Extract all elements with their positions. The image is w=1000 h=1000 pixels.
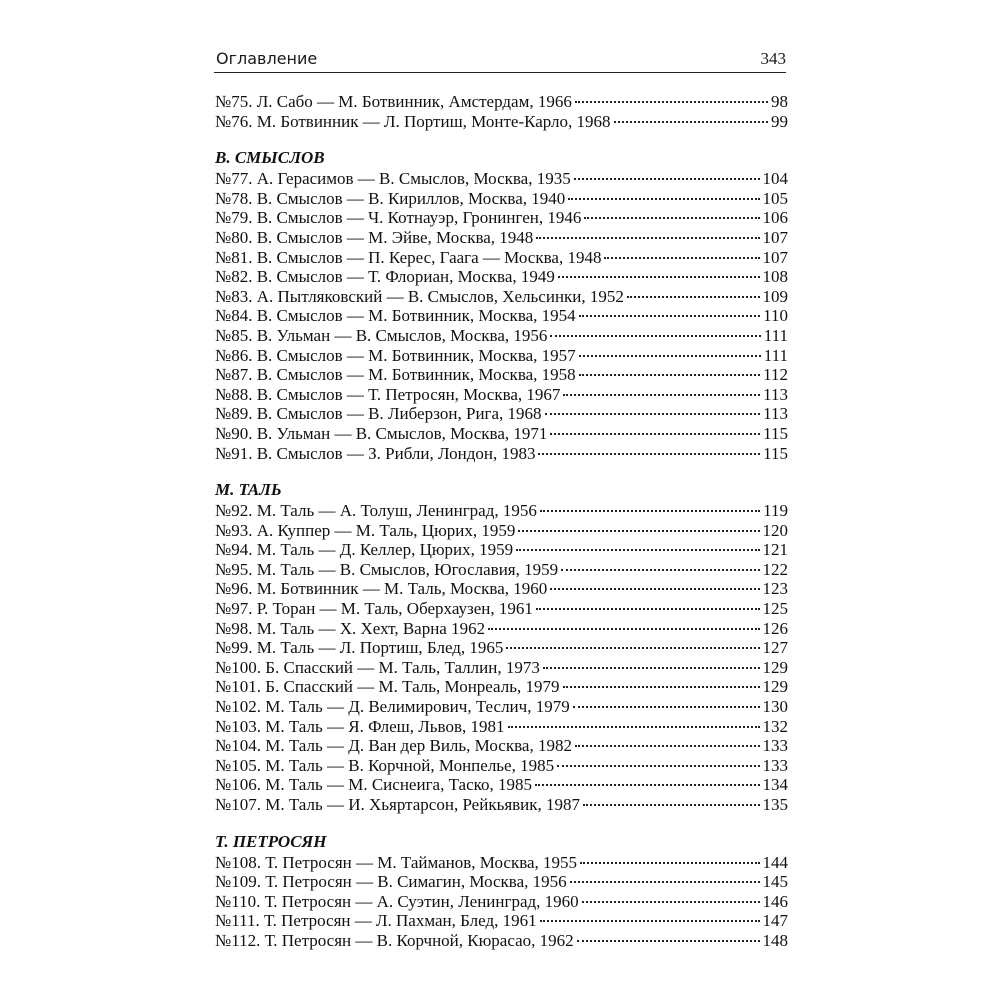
toc-entry <box>215 853 788 873</box>
entry-page-number: 122 <box>762 559 788 579</box>
entry-title: №110. Т. Петросян — А. Суэтин, Ленинград, 1960 <box>215 891 579 911</box>
entry-title: №80. В. Смыслов — М. Эйве, Москва, 1948 <box>215 227 534 247</box>
entry-title: №105. М. Таль — В. Корчной, Монпелье, 1985 <box>215 755 555 775</box>
toc-entry <box>215 169 788 189</box>
toc-entry <box>215 638 788 658</box>
dot-leader <box>536 607 760 610</box>
toc-entry <box>215 404 788 424</box>
dot-leader <box>550 587 759 590</box>
entry-page-number: 132 <box>762 716 788 736</box>
entry-page-number: 127 <box>762 638 788 658</box>
toc-entry <box>215 579 788 599</box>
entry-title: №82. В. Смыслов — Т. Флориан, Москва, 1949 <box>215 267 555 287</box>
dot-leader <box>575 744 760 747</box>
entry-page-number: 115 <box>763 443 788 463</box>
entry-title: №109. Т. Петросян — В. Симагин, Москва, 1956 <box>215 872 567 892</box>
toc-entry <box>215 599 788 619</box>
entry-title: №95. М. Таль — В. Смыслов, Югославия, 1959 <box>215 559 559 579</box>
toc-entry <box>215 521 788 541</box>
dot-leader <box>550 432 760 435</box>
dot-leader <box>583 803 759 806</box>
entry-title: №108. Т. Петросян — М. Тайманов, Москва, 1955 <box>215 852 578 872</box>
toc-entry <box>215 208 788 228</box>
entry-page-number: 111 <box>763 345 788 365</box>
entry-title: №107. М. Таль — И. Хьяртарсон, Рейкьявик, 1987 <box>215 795 581 814</box>
entry-page-number: 115 <box>763 423 788 443</box>
entry-page-number: 121 <box>762 540 788 560</box>
entry-title: №75. Л. Сабо — М. Ботвинник, Амстердам, 1966 <box>215 92 572 111</box>
entry-page-number: 146 <box>762 891 788 911</box>
entry-title: №111. Т. Петросян — Л. Пахман, Блед, 1961 <box>215 911 537 931</box>
dot-leader <box>573 705 760 708</box>
entry-title: №87. В. Смыслов — М. Ботвинник, Москва, 1958 <box>215 365 576 385</box>
dot-leader <box>540 509 760 512</box>
entry-page-number: 107 <box>762 227 788 247</box>
toc-entry <box>215 267 788 287</box>
entry-title: №94. М. Таль — Д. Келлер, Цюрих, 1959 <box>215 540 514 560</box>
table-of-contents <box>215 92 788 951</box>
entry-title: №90. В. Ульман — В. Смыслов, Москва, 1971 <box>215 423 548 443</box>
entry-page-number: 110 <box>763 306 788 326</box>
entry-page-number: 147 <box>762 911 788 931</box>
toc-entry <box>215 619 788 639</box>
toc-entry <box>215 717 788 737</box>
toc-entry <box>215 501 788 521</box>
toc-entry <box>215 287 788 307</box>
dot-leader <box>516 548 759 551</box>
entry-page-number: 134 <box>762 775 788 795</box>
entry-page-number: 133 <box>762 755 788 775</box>
entry-page-number: 108 <box>762 267 788 287</box>
dot-leader <box>558 275 760 278</box>
dot-leader <box>570 880 760 883</box>
entry-page-number: 129 <box>762 657 788 677</box>
entry-title: №97. Р. Торан — М. Таль, Оберхаузен, 1961 <box>215 599 533 619</box>
toc-entry <box>215 365 788 385</box>
toc-entry <box>215 775 788 795</box>
dot-leader <box>574 177 760 180</box>
toc-entry <box>215 189 788 209</box>
dot-leader <box>538 452 760 455</box>
dot-leader <box>508 725 760 728</box>
entry-page-number: 98 <box>771 92 788 111</box>
toc-section <box>215 92 788 131</box>
entry-title: №106. М. Таль — М. Сиснеига, Таско, 1985 <box>215 775 533 795</box>
toc-entry <box>215 931 788 951</box>
entry-title: №100. Б. Спасский — М. Таль, Таллин, 1973 <box>215 657 540 677</box>
entry-page-number: 120 <box>762 520 788 540</box>
entry-page-number: 129 <box>762 677 788 697</box>
entry-page-number: 119 <box>763 501 788 521</box>
toc-entry <box>215 892 788 912</box>
toc-entry <box>215 677 788 697</box>
toc-entry <box>215 540 788 560</box>
toc-entry <box>215 326 788 346</box>
toc-entry <box>215 444 788 464</box>
dot-leader <box>627 295 760 298</box>
dot-leader <box>561 568 759 571</box>
toc-entry <box>215 228 788 248</box>
dot-leader <box>545 412 761 415</box>
toc-entry <box>215 385 788 405</box>
section-heading: Т. ПЕТРОСЯН <box>215 831 327 851</box>
dot-leader <box>614 120 768 123</box>
entry-page-number: 109 <box>762 286 788 306</box>
entry-title: №103. М. Таль — Я. Флеш, Львов, 1981 <box>215 716 505 736</box>
entry-title: №88. В. Смыслов — Т. Петросян, Москва, 1967 <box>215 384 561 404</box>
toc-entry <box>215 658 788 678</box>
entry-title: №91. В. Смыслов — З. Рибли, Лондон, 1983 <box>215 443 536 463</box>
entry-page-number: 106 <box>762 208 788 228</box>
dot-leader <box>575 100 768 103</box>
entry-title: №86. В. Смыслов — М. Ботвинник, Москва, 1957 <box>215 345 576 365</box>
dot-leader <box>604 256 759 259</box>
dot-leader <box>579 373 760 376</box>
entry-page-number: 104 <box>762 169 788 189</box>
toc-entry <box>215 756 788 776</box>
section-heading: М. ТАЛЬ <box>215 480 282 500</box>
dot-leader <box>540 919 760 922</box>
entry-title: №84. В. Смыслов — М. Ботвинник, Москва, 1954 <box>215 306 576 326</box>
toc-entry <box>215 911 788 931</box>
entry-title: №83. А. Пытляковский — В. Смыслов, Хельсинки, 1952 <box>215 286 624 306</box>
toc-entry <box>215 736 788 756</box>
dot-leader <box>579 354 761 357</box>
toc-entry <box>215 872 788 892</box>
entry-title: №77. А. Герасимов — В. Смыслов, Москва, 1935 <box>215 169 571 189</box>
entry-page-number: 130 <box>762 697 788 717</box>
entry-title: №85. В. Ульман — В. Смыслов, Москва, 1956 <box>215 325 548 345</box>
entry-title: №101. Б. Спасский — М. Таль, Монреаль, 1979 <box>215 677 560 697</box>
entry-title: №102. М. Таль — Д. Велимирович, Теслич, 1979 <box>215 697 570 717</box>
dot-leader <box>580 861 759 864</box>
entry-page-number: 148 <box>762 930 788 950</box>
dot-leader <box>584 216 759 219</box>
toc-entry <box>215 424 788 444</box>
entry-page-number: 135 <box>762 795 788 814</box>
entry-title: №79. В. Смыслов — Ч. Котнауэр, Гронинген, 1946 <box>215 208 582 228</box>
section-heading: В. СМЫСЛОВ <box>215 148 325 168</box>
entry-page-number: 144 <box>762 852 788 872</box>
toc-entry <box>215 795 788 815</box>
toc-entry <box>215 697 788 717</box>
toc-entry <box>215 92 788 112</box>
entry-title: №93. А. Куппер — М. Таль, Цюрих, 1959 <box>215 520 516 540</box>
dot-leader <box>563 393 760 396</box>
toc-entry <box>215 112 788 132</box>
entry-title: №98. М. Таль — Х. Хехт, Варна 1962 <box>215 618 486 638</box>
entry-page-number: 99 <box>771 111 788 131</box>
entry-page-number: 133 <box>762 736 788 756</box>
dot-leader <box>577 939 760 942</box>
dot-leader <box>582 900 760 903</box>
toc-section <box>215 831 788 951</box>
running-head <box>214 44 786 73</box>
running-head-title: Оглавление <box>216 49 318 68</box>
entry-page-number: 145 <box>762 872 788 892</box>
entry-page-number: 113 <box>763 384 788 404</box>
dot-leader <box>506 646 759 649</box>
entry-page-number: 123 <box>762 579 788 599</box>
dot-leader <box>536 236 759 239</box>
entry-title: №78. В. Смыслов — В. Кириллов, Москва, 1940 <box>215 188 566 208</box>
dot-leader <box>518 529 759 532</box>
toc-entry <box>215 560 788 580</box>
dot-leader <box>579 314 760 317</box>
entry-title: №81. В. Смыслов — П. Керес, Гаага — Москва, 1948 <box>215 247 602 267</box>
entry-page-number: 107 <box>762 247 788 267</box>
toc-section <box>215 479 788 815</box>
entry-page-number: 111 <box>763 325 788 345</box>
toc-entry <box>215 346 788 366</box>
entry-page-number: 126 <box>762 618 788 638</box>
entry-title: №76. М. Ботвинник — Л. Портиш, Монте-Карло, 1968 <box>215 111 611 131</box>
toc-section <box>215 147 788 463</box>
dot-leader <box>563 685 760 688</box>
dot-leader <box>535 783 759 786</box>
toc-entry <box>215 248 788 268</box>
entry-title: №92. М. Таль — А. Толуш, Ленинград, 1956 <box>215 501 537 521</box>
entry-title: №99. М. Таль — Л. Портиш, Блед, 1965 <box>215 638 504 658</box>
entry-title: №96. М. Ботвинник — М. Таль, Москва, 1960 <box>215 579 548 599</box>
dot-leader <box>488 627 759 630</box>
dot-leader <box>568 197 759 200</box>
entry-page-number: 112 <box>763 365 788 385</box>
dot-leader <box>557 764 759 767</box>
entry-page-number: 105 <box>762 188 788 208</box>
entry-title: №112. Т. Петросян — В. Корчной, Кюрасао, 1962 <box>215 930 574 950</box>
entry-title: №104. М. Таль — Д. Ван дер Виль, Москва, 1982 <box>215 736 572 756</box>
entry-page-number: 113 <box>763 404 788 424</box>
dot-leader <box>550 334 760 337</box>
page-number: 343 <box>760 49 786 68</box>
entry-title: №89. В. Смыслов — В. Либерзон, Рига, 1968 <box>215 404 542 424</box>
toc-entry <box>215 306 788 326</box>
entry-page-number: 125 <box>762 599 788 619</box>
dot-leader <box>543 666 760 669</box>
